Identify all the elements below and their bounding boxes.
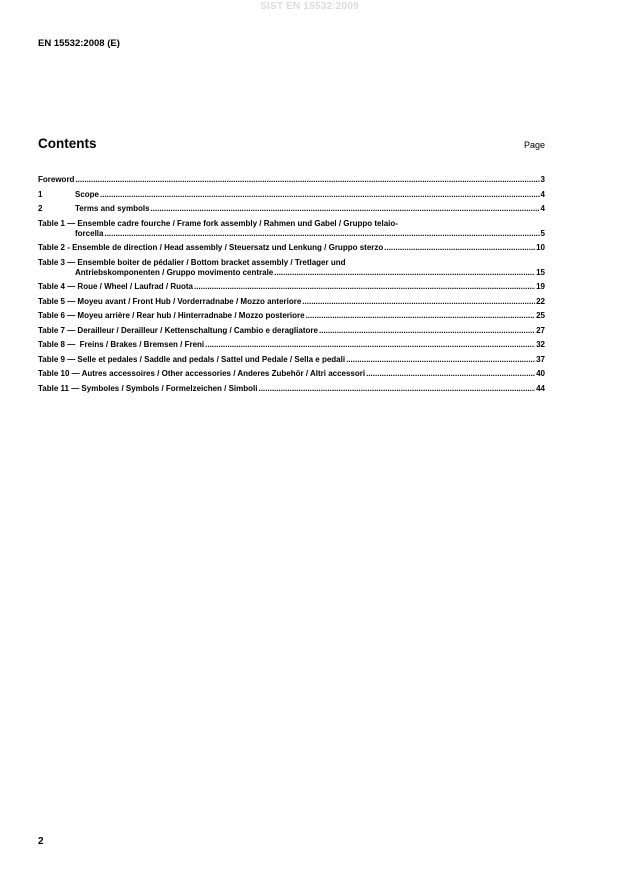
toc-entry-text: Table 3 — Ensemble boiter de pédalier / Bottom bracket assembly / Tretlager und bbox=[38, 257, 346, 267]
toc-entry-page: 15 bbox=[536, 267, 545, 277]
toc-entry-text: Table 7 — Derailleur / Derailleur / Kettenschaltung / Cambio e deragliatore bbox=[38, 325, 318, 335]
toc-entry-scope[interactable] bbox=[38, 190, 545, 200]
toc-entry-text: Table 2 - Ensemble de direction / Head assembly / Steuersatz und Lenkung / Gruppo sterzo bbox=[38, 243, 384, 252]
dot-leader bbox=[302, 297, 535, 307]
toc-entry-foreword[interactable] bbox=[38, 175, 545, 185]
dot-leader bbox=[75, 175, 539, 185]
toc-entry-page: 3 bbox=[540, 175, 545, 184]
dot-leader bbox=[104, 229, 539, 239]
toc-entry-text-continued: Antriebskomponenten / Gruppo movimento centrale bbox=[75, 267, 274, 277]
toc-entry-text: Table 8 — Freins / Brakes / Bremsen / Freni bbox=[38, 340, 205, 349]
watermark: SIST EN 15532:2009 bbox=[260, 1, 359, 12]
toc-entry-text: Table 11 — Symboles / Symbols / Formelzeichen / Simboli bbox=[38, 383, 258, 393]
dot-leader bbox=[306, 311, 536, 321]
dot-leader bbox=[366, 369, 535, 379]
toc-entry-page: 27 bbox=[536, 325, 545, 335]
toc-entry-text: Scope bbox=[75, 189, 100, 199]
dot-leader bbox=[319, 326, 535, 336]
toc-entry-page: 19 bbox=[536, 282, 545, 291]
toc-entry-terms[interactable] bbox=[38, 204, 545, 214]
toc-entry-page: 25 bbox=[536, 311, 545, 320]
toc-entry-page: 32 bbox=[536, 340, 545, 349]
dot-leader bbox=[274, 268, 535, 278]
toc-entry-page: 37 bbox=[536, 354, 545, 364]
toc-entry-page: 4 bbox=[540, 204, 545, 213]
toc-entry-page: 40 bbox=[536, 369, 545, 378]
toc-entry-table-1[interactable] bbox=[38, 219, 545, 239]
toc-entry-text-continued: forcella bbox=[75, 228, 104, 238]
toc-entry-number: 1 bbox=[38, 189, 43, 199]
contents-heading: Contents bbox=[38, 136, 97, 151]
page-number: 2 bbox=[38, 836, 44, 847]
dot-leader bbox=[151, 204, 540, 214]
toc-entry-text: Table 1 — Ensemble cadre fourche / Frame fork assembly / Rahmen und Gabel / Gruppo telaio- bbox=[38, 218, 398, 228]
dot-leader bbox=[205, 340, 535, 350]
toc-entry-text: Table 10 — Autres accessoires / Other accessories / Anderes Zubehör / Altri accessori bbox=[38, 369, 366, 378]
toc-entry-text: Table 6 — Moyeu arrière / Rear hub / Hinterradnabe / Mozzo posteriore bbox=[38, 311, 305, 320]
document-id: EN 15532:2008 (E) bbox=[38, 38, 120, 49]
toc-entry-table-6[interactable] bbox=[38, 311, 545, 321]
toc-entry-table-9[interactable] bbox=[38, 355, 545, 365]
toc-entry-table-3[interactable] bbox=[38, 258, 545, 278]
toc-entry-text: Terms and symbols bbox=[75, 204, 150, 213]
toc-entry-table-8[interactable] bbox=[38, 340, 545, 350]
dot-leader bbox=[194, 282, 535, 292]
dot-leader bbox=[346, 355, 535, 365]
toc-entry-table-5[interactable] bbox=[38, 297, 545, 307]
dot-leader bbox=[258, 384, 535, 394]
toc-entry-page: 10 bbox=[536, 243, 545, 252]
toc-entry-text: Table 9 — Selle et pedales / Saddle and pedals / Sattel und Pedale / Sella e pedali bbox=[38, 354, 346, 364]
toc-entry-number: 2 bbox=[38, 204, 43, 213]
page-column-label: Page bbox=[523, 140, 545, 150]
toc-entry-text: Table 4 — Roue / Wheel / Laufrad / Ruota bbox=[38, 282, 193, 291]
table-of-contents bbox=[38, 175, 545, 398]
dot-leader bbox=[384, 243, 535, 253]
toc-entry-page: 5 bbox=[540, 228, 545, 238]
toc-entry-page: 22 bbox=[536, 296, 545, 306]
toc-entry-page: 4 bbox=[540, 189, 545, 199]
toc-entry-table-10[interactable] bbox=[38, 369, 545, 379]
toc-entry-table-2[interactable] bbox=[38, 243, 545, 253]
toc-entry-text: Table 5 — Moyeu avant / Front Hub / Vorderradnabe / Mozzo anteriore bbox=[38, 296, 302, 306]
toc-entry-table-11[interactable] bbox=[38, 384, 545, 394]
toc-entry-text: Foreword bbox=[38, 175, 75, 184]
toc-entry-table-7[interactable] bbox=[38, 326, 545, 336]
toc-entry-page: 44 bbox=[536, 383, 545, 393]
toc-entry-table-4[interactable] bbox=[38, 282, 545, 292]
dot-leader bbox=[100, 190, 540, 200]
